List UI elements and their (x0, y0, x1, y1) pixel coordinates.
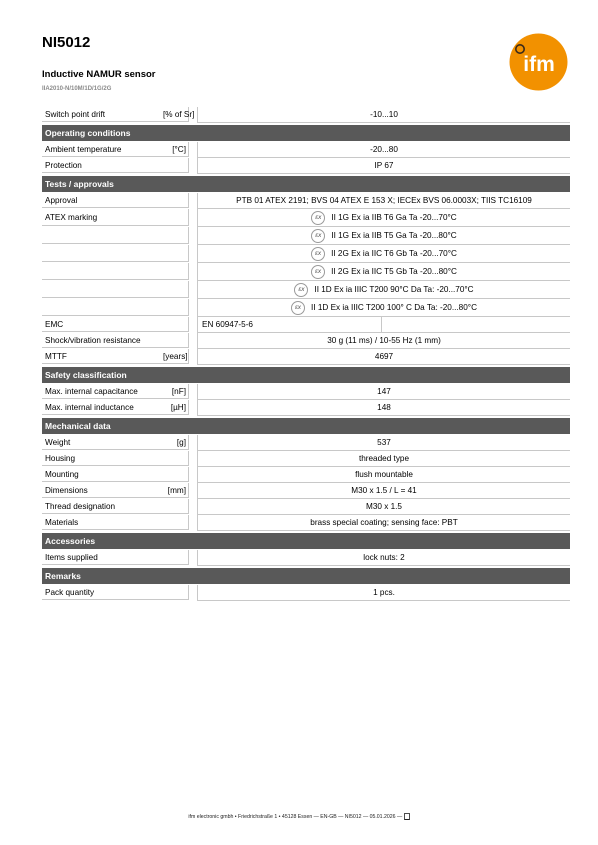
spec-row-atex (42, 299, 570, 317)
row-label: Items supplied (42, 550, 163, 565)
row-unit (163, 245, 189, 262)
product-title: NI5012 (42, 34, 91, 51)
row-unit (163, 515, 189, 530)
row-label: Dimensions (42, 483, 163, 498)
spec-row-materials (42, 515, 570, 531)
spec-row-mounting (42, 467, 570, 483)
spec-row-items (42, 550, 570, 566)
qr-icon (404, 813, 410, 820)
spec-row-ambient (42, 142, 570, 158)
section-header-safety: Safety classification (42, 367, 570, 383)
spec-row-dimensions (42, 483, 570, 499)
row-unit (163, 193, 189, 208)
spec-row-protection (42, 158, 570, 174)
row-value (197, 299, 570, 317)
spec-row-switch-drift (42, 107, 570, 123)
row-unit (163, 467, 189, 482)
spec-row-atex (42, 281, 570, 299)
row-unit (163, 333, 189, 348)
row-value: brass special coating; sensing face: PBT (197, 515, 570, 531)
product-subtitle: Inductive NAMUR sensor (42, 69, 156, 80)
spec-row-atex (42, 227, 570, 245)
row-value: M30 x 1.5 (197, 499, 570, 515)
row-unit (163, 281, 189, 298)
row-value (197, 227, 570, 245)
ex-marking-icon: εx (294, 283, 308, 297)
spec-row-inductance (42, 400, 570, 416)
spec-row-capacitance (42, 384, 570, 400)
row-label: Switch point drift (42, 107, 163, 122)
atex-value: II 2G Ex ia IIC T5 Gb Ta -20...80°C (331, 267, 457, 276)
row-label: Max. internal inductance (42, 400, 163, 415)
page-footer (0, 813, 598, 820)
row-label: EMC (42, 317, 163, 332)
ex-marking-icon: εx (311, 211, 325, 225)
row-label: ATEX marking (42, 209, 163, 226)
row-label: Ambient temperature (42, 142, 163, 157)
row-value: M30 x 1.5 / L = 41 (197, 483, 570, 499)
row-label: Approval (42, 193, 163, 208)
section-header-tests: Tests / approvals (42, 176, 570, 192)
atex-value: II 1D Ex ia IIIC T200 100° C Da Ta: -20...80°C (311, 303, 477, 312)
footer-text: ifm electronic gmbh • Friedrichstraße 1 • 45128 Essen — EN-GB — NI5012 — 05.01.2026 — (188, 813, 403, 820)
spec-row-atex (42, 209, 570, 227)
row-value (197, 281, 570, 299)
row-unit (163, 451, 189, 466)
spec-row-housing (42, 451, 570, 467)
row-unit (163, 317, 189, 332)
spec-table (42, 107, 570, 601)
ex-marking-icon: εx (291, 301, 305, 315)
row-value: 147 (197, 384, 570, 400)
row-value (197, 209, 570, 227)
section-header-mechanical: Mechanical data (42, 418, 570, 434)
spec-row-mttf (42, 349, 570, 365)
spec-row-shock (42, 333, 570, 349)
row-value: 4697 (197, 349, 570, 365)
article-designation: IIA2010-N/10M/1D/1G/2G (42, 86, 112, 92)
row-unit (163, 585, 189, 600)
row-value (197, 317, 570, 333)
row-value (197, 263, 570, 281)
cell-divider (381, 317, 382, 332)
section-header-remarks: Remarks (42, 568, 570, 584)
emc-value: EN 60947-5-6 (202, 320, 253, 329)
row-unit: [mm] (163, 483, 189, 498)
row-value: PTB 01 ATEX 2191; BVS 04 ATEX E 153 X; IECEx BVS 06.0003X; TIIS TC16109 (197, 193, 570, 209)
ex-marking-icon: εx (311, 229, 325, 243)
row-label (42, 227, 163, 244)
row-label: Materials (42, 515, 163, 530)
row-label (42, 299, 163, 316)
row-value: lock nuts: 2 (197, 550, 570, 566)
row-unit (163, 209, 189, 226)
row-label: Pack quantity (42, 585, 163, 600)
row-unit: [g] (163, 435, 189, 450)
spec-row-approval (42, 193, 570, 209)
spec-row-weight (42, 435, 570, 451)
section-header-operating: Operating conditions (42, 125, 570, 141)
spec-row-emc (42, 317, 570, 333)
spec-row-pack (42, 585, 570, 601)
atex-value: II 1G Ex ia IIB T5 Ga Ta -20...80°C (331, 231, 457, 240)
row-unit (163, 299, 189, 316)
row-value: IP 67 (197, 158, 570, 174)
spec-row-atex (42, 263, 570, 281)
row-unit (163, 158, 189, 173)
row-value: 1 pcs. (197, 585, 570, 601)
row-value: -10...10 (197, 107, 570, 123)
atex-value: II 1D Ex ia IIIC T200 90°C Da Ta: -20...70°C (314, 285, 474, 294)
row-value: 537 (197, 435, 570, 451)
row-unit: [% of Sr] (163, 107, 189, 122)
atex-value: II 1G Ex ia IIB T6 Ga Ta -20...70°C (331, 213, 457, 222)
row-unit: [nF] (163, 384, 189, 399)
row-label (42, 281, 163, 298)
row-value: flush mountable (197, 467, 570, 483)
spec-row-atex (42, 245, 570, 263)
row-value (197, 245, 570, 263)
row-unit: [°C] (163, 142, 189, 157)
row-value: 148 (197, 400, 570, 416)
row-value: 30 g (11 ms) / 10-55 Hz (1 mm) (197, 333, 570, 349)
ex-marking-icon: εx (311, 265, 325, 279)
row-label: Mounting (42, 467, 163, 482)
row-label: Thread designation (42, 499, 163, 514)
row-label: Weight (42, 435, 163, 450)
ex-marking-icon: εx (311, 247, 325, 261)
row-value: -20...80 (197, 142, 570, 158)
row-value: threaded type (197, 451, 570, 467)
svg-text:ifm: ifm (523, 53, 555, 76)
row-label (42, 245, 163, 262)
row-label: Shock/vibration resistance (42, 333, 163, 348)
row-unit (163, 227, 189, 244)
ifm-logo (509, 33, 568, 91)
row-label: MTTF (42, 349, 163, 364)
row-unit (163, 499, 189, 514)
row-label (42, 263, 163, 280)
atex-value: II 2G Ex ia IIC T6 Gb Ta -20...70°C (331, 249, 457, 258)
row-label: Housing (42, 451, 163, 466)
section-header-accessories: Accessories (42, 533, 570, 549)
row-unit: [years] (163, 349, 189, 364)
row-unit (163, 550, 189, 565)
row-unit (163, 263, 189, 280)
row-label: Protection (42, 158, 163, 173)
row-label: Max. internal capacitance (42, 384, 163, 399)
row-unit: [µH] (163, 400, 189, 415)
spec-row-thread (42, 499, 570, 515)
